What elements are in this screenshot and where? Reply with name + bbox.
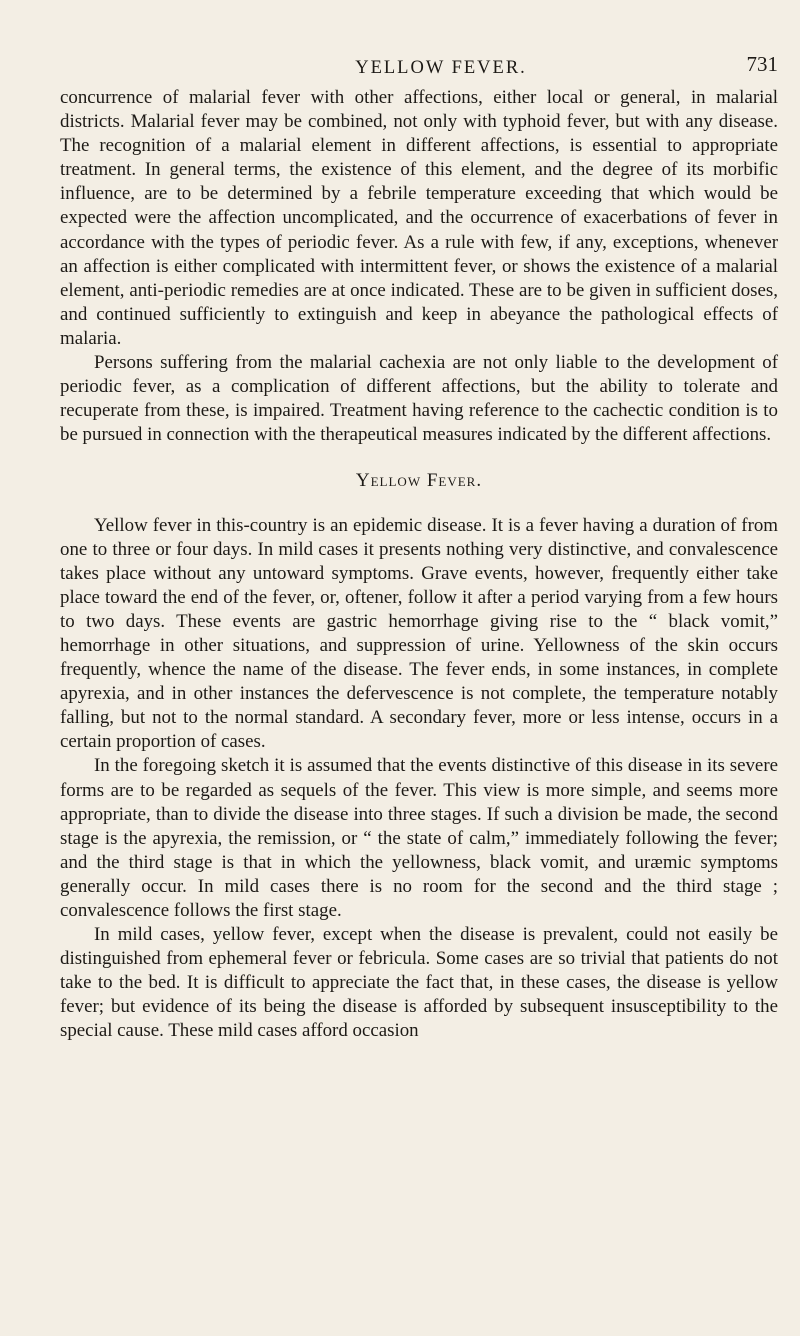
paragraph-malarial-cachexia: Persons suffering from the malarial cachexia are not only liable to the development of periodic fever, as a complication of different affections, but the ability to tolerate and recuperate from these, is impaired. Treatment having reference to the cachectic condition is to be pursued in connection with the therapeutical measures indicated by the different affections. [60,352,778,446]
paragraph-malarial-combination: concurrence of malarial fever with other affections, either local or general, in malarial districts. Malarial fever may be combined, not only with typhoid fever, but with any disease. The recognition of a malarial element in different affections, is essential to appropriate treatment. In general terms, the existence of this element, and the degree of its morbific influence, are to be determined by a febrile temperature exceeding that which would be expected were the affection uncomplicated, and the occurrence of exacerbations of fever in accordance with the types of periodic fever. As a rule with few, if any, exceptions, whenever an affection is either complicated with intermittent fever, or shows the existence of a malarial element, anti-periodic remedies are at once indicated. These are to be given in sufficient doses, and continued sufficiently to extinguish and keep in abeyance the pathological effects of malaria. [60,87,778,349]
paragraph-yellow-fever-intro: Yellow fever in this-country is an epidemic disease. It is a fever having a duration of from one to three or four days. In mild cases it presents nothing very distinctive, and convalescence takes place without any untoward symptoms. Grave events, however, frequently either take place toward the end of the fever, or, oftener, follow it after a period varying from a few hours to two days. These events are gastric hemorrhage giving rise to the “ black vomit,” hemorrhage in other situations, and suppression of urine. Yellowness of the skin occurs frequently, whence the name of the disease. The fever ends, in some instances, in complete apyrexia, and in other instances the defervescence is not complete, the temperature notably falling, but not to the normal standard. A secondary fever, more or less intense, occurs in a certain proportion of cases. [60,514,778,753]
paragraph-mild-cases: In mild cases, yellow fever, except when the disease is prevalent, could not easily be distinguished from ephemeral fever or febricula. Some cases are so trivial that patients do not take to the bed. It is difficult to appreciate the fact that, in these cases, the disease is yellow fever; but evidence of its being the disease is afforded by subsequent insusceptibility to the special cause. These mild cases afford occasion [60,924,778,1042]
running-title: YELLOW FEVER. [355,58,527,78]
section-heading-yellow-fever: Yellow Fever. [355,470,483,492]
body-text [60,86,778,1044]
page-number: 731 [746,52,778,76]
running-head [60,52,782,88]
paragraph-stages: In the foregoing sketch it is assumed that the events distinctive of this disease in its severe forms are to be regarded as sequels of the fever. This view is more simple, and seems more appropriate, than to divide the disease into three stages. If such a division be made, the second stage is the apyrexia, the remission, or “ the state of calm,” immediately following the fever; and the third stage is that in which the yellowness, black vomit, and uræmic symptoms generally occur. In mild cases there is no room for the second and the third stage ; convalescence follows the first stage. [60,755,778,921]
